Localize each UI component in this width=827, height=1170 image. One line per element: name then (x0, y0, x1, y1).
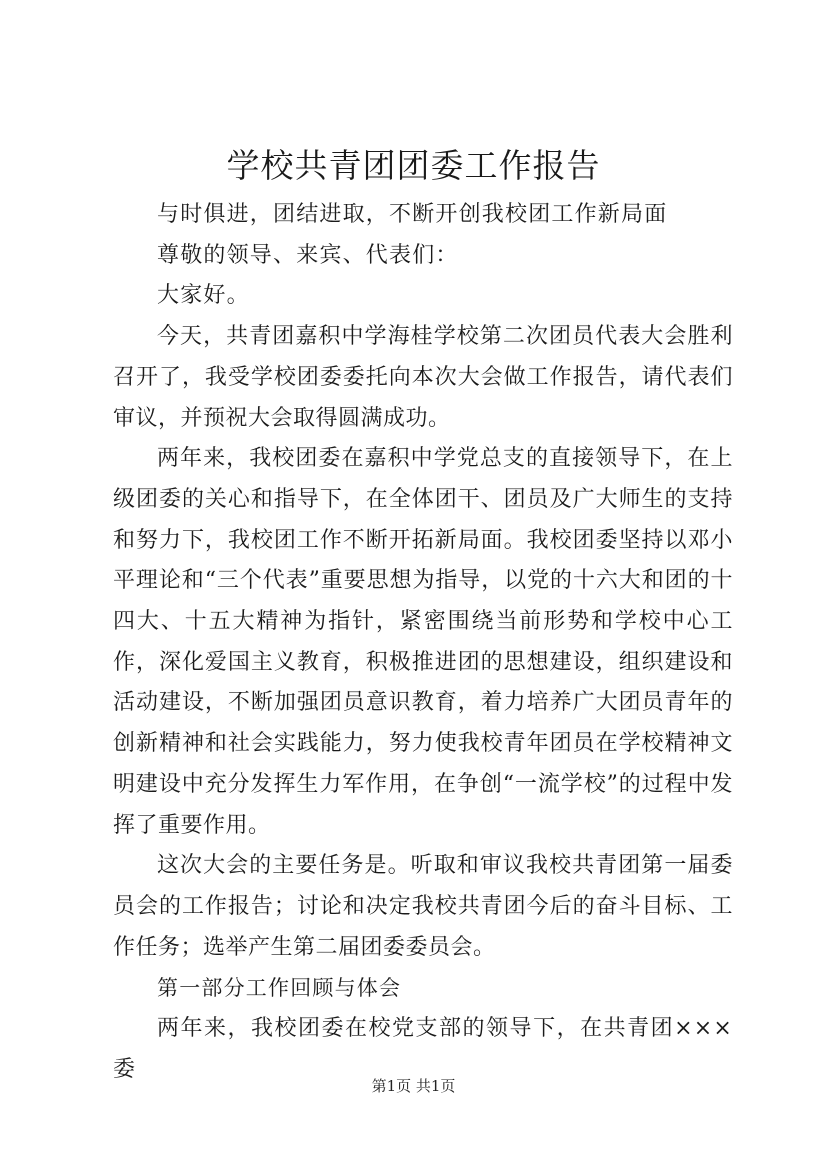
salutation-paragraph: 尊敬的领导、来宾、代表们： (157, 242, 459, 268)
review-paragraph: 两年来，我校团委在嘉积中学党总支的直接领导下，在上级团委的关心和指导下，在全体团干、团员及广大师生的支持和努力下，我校团工作不断开拓新局面。我校团委坚持以邓小平理论和“三个代表”重要思想为指导，以党的十六大和团的十四大、十五大精神为指针，紧密围绕当前形势和学校中心工作，深化爱国主义教育，积极推进团的思想建设，组织建设和活动建设，不断加强团员意识教育，着力培养广大团员青年的创新精神和社会实践能力，努力使我校青年团员在学校精神文明建设中充分发挥生力军作用，在争创“一流学校”的过程中发挥了重要作用。 (113, 446, 733, 838)
page-footer: 第1页 共1页 (371, 1077, 456, 1095)
opening-paragraph: 今天，共青团嘉积中学海桂学校第二次团员代表大会胜利召开了，我受学校团委委托向本次大会做工作报告，请代表们审议，并预祝大会取得圆满成功。 (113, 324, 733, 431)
subtitle-paragraph: 与时俱进，团结进取，不断开创我校团工作新局面 (157, 202, 668, 227)
document-body (113, 195, 733, 1090)
document-title: 学校共青团团委工作报告 (226, 146, 601, 185)
section-heading: 第一部分工作回顾与体会 (157, 976, 402, 1001)
tasks-paragraph: 这次大会的主要任务是。听取和审议我校共青团第一届委员会的工作报告；讨论和决定我校共青团今后的奋斗目标、工作任务；选举产生第二届团委委员会。 (113, 853, 733, 960)
greeting-paragraph: 大家好。 (157, 283, 250, 309)
section-paragraph: 两年来，我校团委在校党支部的领导下，在共青团×××委 (113, 1016, 733, 1082)
